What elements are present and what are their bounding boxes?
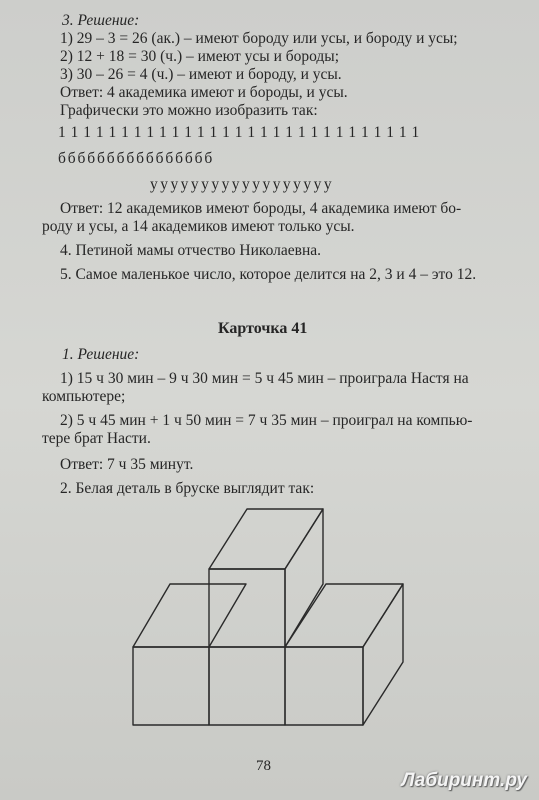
solution-1-step-2b: тере брат Насти. — [42, 430, 151, 447]
solution-3-step-2: 2) 12 + 18 = 30 (ч.) – имеют усы и бороды; — [60, 48, 340, 65]
graphic-row-ones: 1 1 1 1 1 1 1 1 1 1 1 1 1 1 1 1 1 1 1 1 1 1 1 1 1 1 1 1 1 — [58, 124, 420, 141]
answer-4: 4. Петиной мамы отчество Николаевна. — [60, 242, 322, 259]
graphic-row-u: у у у у у у у у у у у у у у у у у у — [150, 176, 331, 193]
upper-cube-front — [209, 569, 285, 647]
top-face-left — [133, 584, 246, 647]
graphic-answer-line-2: роду и усы, а 14 академиков имеют только усы. — [42, 218, 355, 235]
solution-3-step-1: 1) 29 – 3 = 26 (ак.) – имеют бороду или усы, и бороду и усы; — [60, 30, 458, 47]
solution-1-step-1b: компьютере; — [42, 388, 126, 405]
solution-1-answer: Ответ: 7 ч 35 минут. — [60, 456, 194, 473]
graphic-intro: Графически это можно изобразить так: — [60, 102, 318, 119]
upper-cube-side — [285, 509, 323, 647]
task-2-text: 2. Белая деталь в бруске выглядит так: — [60, 480, 315, 497]
top-face-right — [285, 584, 403, 647]
front-face-left — [133, 647, 209, 725]
graphic-row-b: б б б б б б б б б б б б б б б б — [58, 150, 212, 167]
solution-3-step-3: 3) 30 – 26 = 4 (ч.) – имеют и бороду, и усы. — [60, 66, 342, 83]
solution-1-step-2a: 2) 5 ч 45 мин + 1 ч 50 мин = 7 ч 35 мин – проиграл на компью- — [60, 412, 473, 429]
card-41-title: Карточка 41 — [218, 320, 308, 337]
answer-5: 5. Самое маленькое число, которое делится на 2, 3 и 4 – это 12. — [60, 266, 477, 283]
solution-1-step-1a: 1) 15 ч 30 мин – 9 ч 30 мин = 5 ч 45 мин – проиграла Настя на — [60, 370, 469, 387]
solution-1-heading: 1. Решение: — [62, 346, 140, 363]
solution-3-answer: Ответ: 4 академика имеют и бороды, и усы. — [60, 84, 348, 101]
graphic-answer-line-1: Ответ: 12 академиков имеют бороды, 4 академика имеют бо- — [60, 200, 462, 217]
page-number: 78 — [256, 758, 271, 774]
watermark-logo: Лабиринт.ру — [401, 770, 527, 791]
front-face-right — [285, 647, 363, 725]
solution-3-heading: 3. Решение: — [62, 12, 140, 29]
side-face-right — [363, 584, 403, 725]
front-face-middle — [209, 647, 285, 725]
block-figure — [120, 500, 420, 740]
upper-cube-top — [209, 509, 323, 569]
